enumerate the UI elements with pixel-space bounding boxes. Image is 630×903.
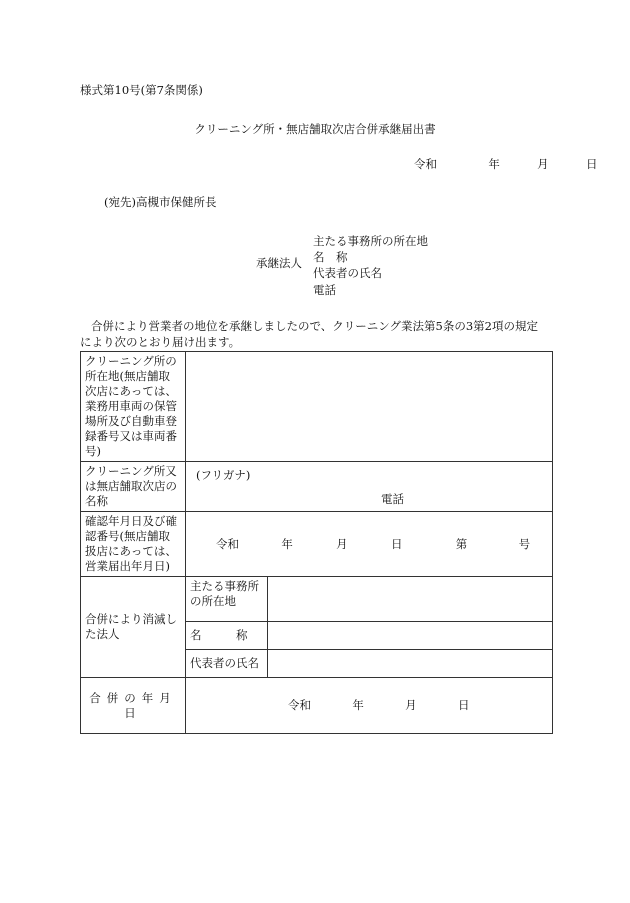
name-input-cell[interactable] [186,462,553,512]
merge-month: 月 [405,698,417,712]
confirm-number-prefix: 第 [455,536,468,551]
date-era: 令和 [414,157,437,171]
submission-date [414,156,597,172]
confirm-input-cell[interactable] [186,512,553,577]
location-input-cell[interactable] [186,352,553,462]
name-phone-label: 電話 [381,492,404,506]
date-day: 日 [585,157,598,171]
furigana-label: (フリガナ) [196,468,251,482]
notification-form-table [80,351,553,734]
date-month: 月 [537,157,549,171]
merged-name-label: 名 称 [186,622,268,650]
form-number: 様式第10号(第7条関係) [80,83,203,97]
name-label: クリーニング所又は無店舗取次店の名称 [81,462,186,512]
body-line-1: 合併により営業者の地位を承継しましたので、クリーニング業法第5条の3第2項の規定 [91,319,538,333]
location-label: クリーニング所の所在地(無店舗取次店にあっては、業務用車両の保管場所及び自動車登録番号又は車両番号) [81,352,186,462]
confirm-label: 確認年月日及び確認番号(無店舗取扱店にあっては、営業届出年月日) [81,512,186,577]
merge-date-label: 合併の年月日 [81,678,186,734]
merged-corp-label: 合併により消滅した法人 [81,577,186,678]
merged-office-input[interactable] [268,577,553,622]
date-year: 年 [488,157,500,171]
addressee: (宛先)高槻市保健所長 [104,195,217,209]
row-merged-office [81,577,553,622]
successor-office-address: 主たる事務所の所在地 [313,234,428,248]
merge-date-input-cell[interactable] [186,678,553,734]
merge-year: 年 [352,698,364,712]
confirm-year: 年 [281,536,293,551]
merge-era: 令和 [288,698,311,712]
confirm-era: 令和 [216,536,239,551]
merged-name-input[interactable] [268,622,553,650]
successor-representative: 代表者の氏名 [313,266,382,280]
merge-day: 日 [457,698,470,712]
confirm-month: 月 [336,536,348,551]
row-merge-date [81,678,553,734]
document-title: クリーニング所・無店舗取次店合併承継届出書 [194,122,436,136]
successor-phone: 電話 [313,283,336,297]
confirm-number-suffix: 号 [518,536,531,551]
merged-office-label: 主たる事務所の所在地 [186,577,268,622]
successor-name: 名 称 [313,250,348,264]
body-line-2: により次のとおり届け出ます。 [80,335,241,349]
row-location [81,352,553,462]
merged-rep-input[interactable] [268,650,553,678]
body-text [80,318,560,350]
successor-label: 承継法人 [256,256,302,270]
confirm-day: 日 [390,536,403,551]
row-name [81,462,553,512]
row-confirm [81,512,553,577]
merged-rep-label: 代表者の氏名 [186,650,268,678]
